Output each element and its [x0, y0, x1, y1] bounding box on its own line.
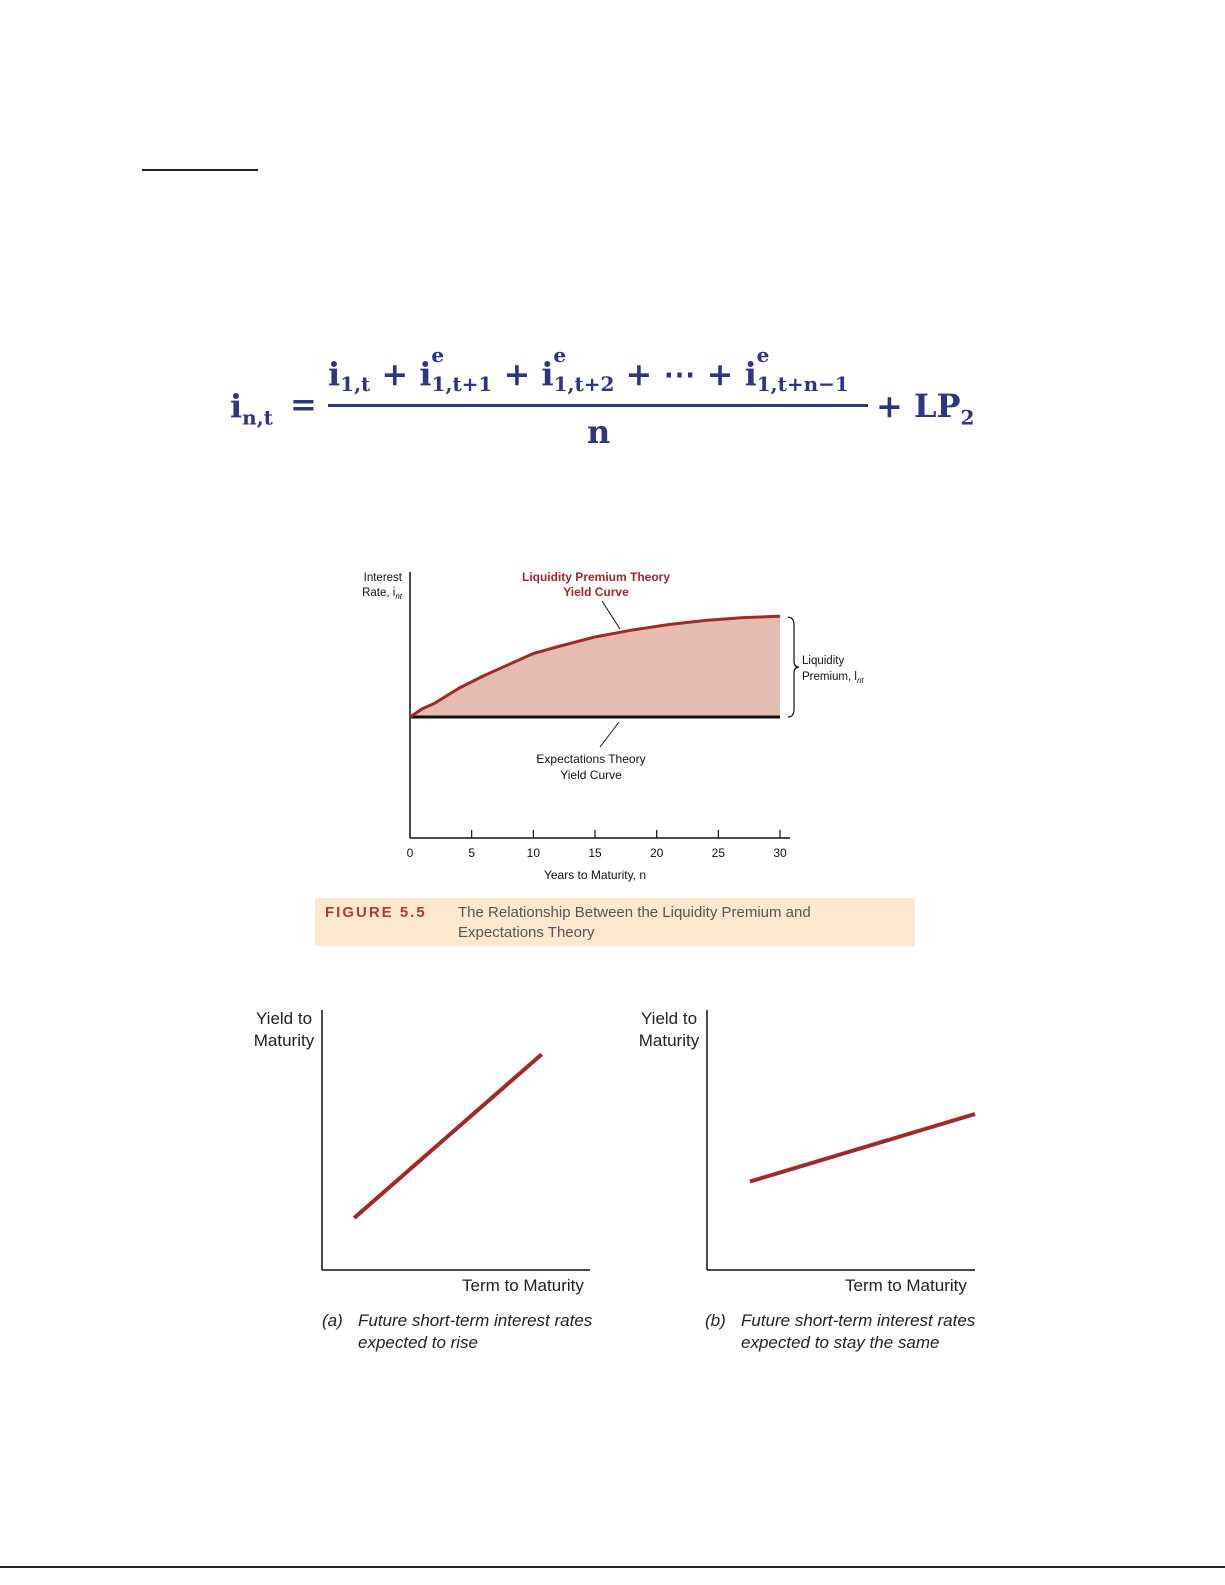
plus-sign: + — [706, 355, 734, 393]
formula-lhs — [230, 387, 273, 429]
liquidity-curve-label-line1: Liquidity Premium Theory — [521, 570, 671, 584]
premium-brace — [788, 617, 799, 717]
figure-5-5-svg — [340, 560, 900, 890]
panel-b-caption — [705, 1310, 975, 1354]
expectations-label-pointer — [600, 722, 619, 747]
term-sub: 1,t+n−1 — [756, 372, 849, 396]
term-base: i — [419, 355, 432, 393]
fraction-bar — [328, 404, 868, 407]
panel-b-x-label: Term to Maturity — [845, 1276, 967, 1295]
panel-b-yield-curve-line — [750, 1114, 975, 1182]
expectations-label-line2: Yield Curve — [560, 768, 622, 782]
caption-line: Future short-term interest rates — [358, 1311, 593, 1330]
caption-line: expected to rise — [358, 1333, 479, 1352]
term-sup: e — [553, 343, 567, 367]
y-label-line: Maturity — [253, 1031, 315, 1050]
panel-a — [240, 1000, 600, 1360]
formula-numerator — [328, 343, 849, 396]
term-sup: e — [431, 343, 445, 367]
y-label-line: Maturity — [638, 1031, 700, 1050]
term-sub: 1,t — [340, 372, 371, 396]
figure-number: FIGURE 5.5 — [325, 904, 427, 921]
x-tick-label: 25 — [711, 846, 726, 860]
x-tick-label: 0 — [406, 846, 414, 860]
term-base: i — [328, 355, 341, 393]
figure-caption — [315, 898, 915, 946]
liquidity-label-pointer — [602, 601, 620, 629]
x-axis-label: Years to Maturity, n — [543, 868, 647, 882]
premium-label-line1: Liquidity — [802, 655, 845, 668]
figure-5-5-chart — [340, 560, 900, 890]
tail-prefix: + LP — [876, 387, 961, 425]
plus-sign: + — [625, 355, 653, 393]
caption-line: expected to stay the same — [741, 1333, 940, 1352]
top-rule — [142, 169, 258, 171]
formula-lhs-base: i — [230, 387, 243, 425]
plus-sign: + — [503, 355, 531, 393]
panel-tag: (b) — [705, 1311, 726, 1330]
formula-term-4 — [744, 343, 849, 396]
term-base: i — [541, 355, 554, 393]
x-tick-label: 30 — [773, 846, 787, 860]
liquidity-curve-label-line2: Yield Curve — [563, 585, 629, 599]
panel-b-svg — [625, 1000, 985, 1280]
y-axis-label-line2: Rate, $i_{nt}$ — [362, 587, 402, 601]
liquidity-premium-area — [410, 616, 780, 717]
term-sub: 1,t+1 — [431, 372, 493, 396]
formula-lhs-sub: n,t — [242, 405, 273, 430]
ellipsis: ⋯ — [663, 355, 696, 393]
liquidity-premium-formula — [230, 343, 990, 455]
formula-term-2 — [419, 343, 493, 396]
x-tick-label: 5 — [468, 846, 476, 860]
y-axis-label-line1: Interest — [363, 572, 402, 584]
panel-a-x-label: Term to Maturity — [462, 1276, 584, 1295]
formula-equals: = — [290, 385, 317, 423]
bottom-rule — [0, 1566, 1225, 1568]
panel-a-caption — [322, 1310, 592, 1354]
y-label-line: Yield to — [255, 1009, 313, 1028]
x-tick-label: 10 — [526, 846, 541, 860]
formula-tail — [876, 387, 974, 429]
panel-b — [625, 1000, 985, 1360]
term-sup: e — [756, 343, 770, 367]
formula-term-1 — [328, 355, 370, 396]
tail-sub: 2 — [960, 405, 975, 430]
premium-label-line2: Premium, $l_{nt}$ — [802, 671, 864, 686]
x-tick-label: 15 — [588, 846, 602, 860]
plus-sign: + — [381, 355, 409, 393]
expectations-label-line1: Expectations Theory — [536, 752, 646, 766]
figure-title: The Relationship Between the Liquidity Premium and Expectations Theory — [458, 904, 811, 941]
formula-term-3 — [541, 343, 615, 396]
panel-tag: (a) — [322, 1311, 343, 1330]
panel-a-svg — [240, 1000, 600, 1280]
x-tick-label: 20 — [649, 846, 664, 860]
term-sub: 1,t+2 — [553, 372, 615, 396]
term-base: i — [744, 355, 757, 393]
caption-line: Future short-term interest rates — [741, 1311, 976, 1330]
formula-denominator: n — [587, 413, 611, 451]
y-label-line: Yield to — [640, 1009, 698, 1028]
panel-a-yield-curve-line — [354, 1054, 542, 1218]
